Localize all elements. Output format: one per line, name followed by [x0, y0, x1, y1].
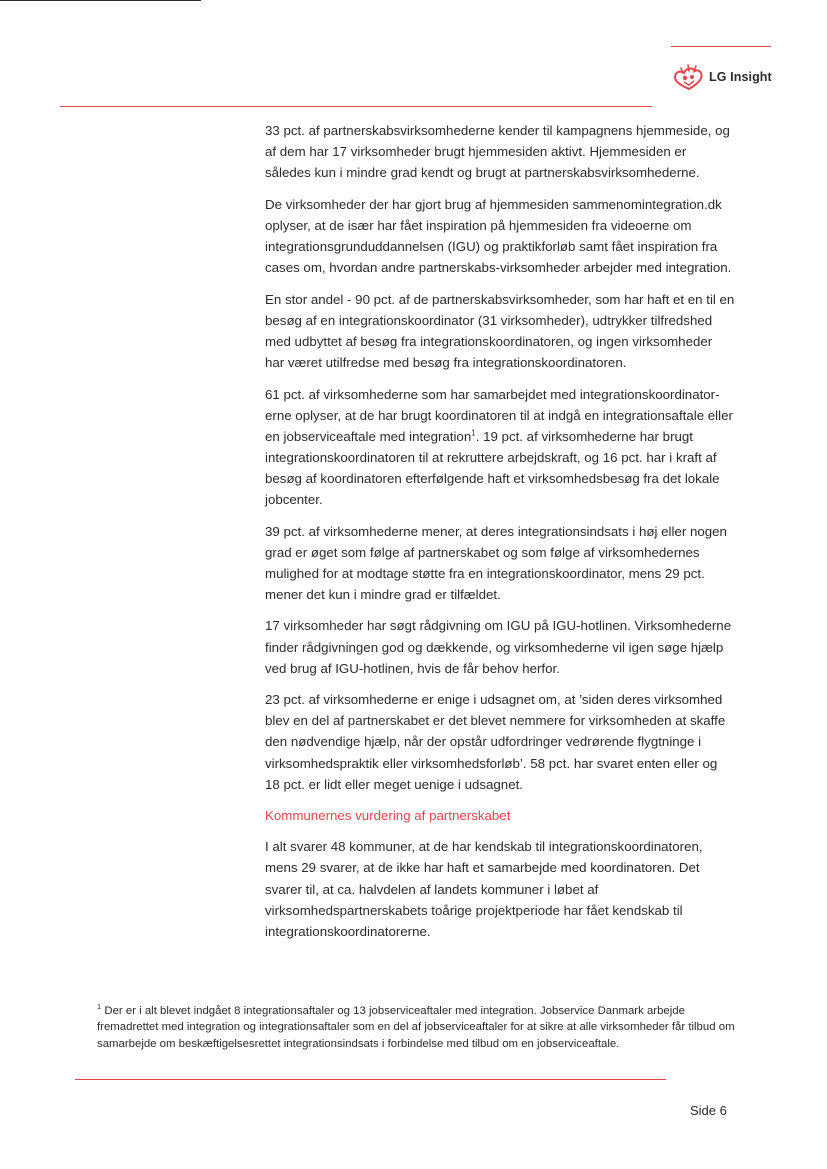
- footer-rule: [75, 1079, 666, 1080]
- footnote-separator: [0, 0, 201, 1]
- paragraph: I alt svarer 48 kommuner, at de har kendskab til integrationskoordinatoren, mens 29 svarer, at de ikke har haft et samarbejde med koordinatoren. Det svarer til, at ca. halvdelen af landets kommuner i løbet af virksomhedspartnerskabets toårige projektperiode har fået kendskab til integrationskoordinatorerne.: [265, 839, 703, 939]
- header-rule: [60, 106, 652, 107]
- footnote-number: 1: [97, 1002, 102, 1012]
- paragraph: En stor andel - 90 pct. af de partnerskabsvirksomheder, som har haft et en til en besøg af en integrationskoordinator (31 virksomheder), udtrykker tilfredshed med udbyttet af besøg fra integrationskoordinatoren, og ingen virksomheder har været utilfredse med besøg fra integrationskoordinatoren.: [265, 291, 735, 370]
- logo-mark-icon: [672, 64, 706, 90]
- paragraph: 39 pct. af virksomhederne mener, at deres integrationsindsats i høj eller nogen grad er øget som følge af partnerskabet og som følge af virksomhedernes mulighed for at modtage støtte fra en integrationskoordinator, mens 29 pct. mener det kun i mindre grad er tilfældet.: [265, 523, 727, 602]
- page-number: Side 6: [690, 1103, 727, 1118]
- footnote-text: Der er i alt blevet indgået 8 integrationsaftaler og 13 jobserviceaftaler med integration. Jobservice Danmark arbejde fremadrettet med integration og integrationsaftaler som en del af jobserviceaftaler for at sikre at alle virksomheder får tilbud om samarbejde om beskæftigelsesrettet integrationsindsats i forbindelse med tilbud om en jobserviceaftale.: [97, 1005, 735, 1050]
- paragraph-with-footnote: [265, 384, 735, 511]
- logo-text: LG Insight: [709, 70, 772, 84]
- paragraph-text: 61 pct. af virksomhederne som har samarbejdet med integrationskoordinator-erne oplyser, at de har brugt koordinatoren til at indgå en integrationsaftale eller en jobserviceaftale med integration: [265, 386, 733, 444]
- paragraph: 33 pct. af partnerskabsvirksomhederne kender til kampagnens hjemmeside, og af dem har 17 virksomheder brugt hjemmesiden aktivt. Hjemmesiden er således kun i mindre grad kendt og brugt at partnerskabsvirksomhederne.: [265, 123, 730, 181]
- footnote: [97, 1003, 737, 1052]
- body-text: [265, 120, 735, 952]
- section-heading: Kommunernes vurdering af partnerskabet: [265, 808, 511, 824]
- top-right-rule: [671, 46, 771, 47]
- paragraph: 23 pct. af virksomhederne er enige i udsagnet om, at ’siden deres virksomhed blev en del af partnerskabet er det blevet nemmere for virksomheden at skaffe den nødvendige hjælp, når der opstår udfordringer vedrørende flygtninge i virksomhedspraktik eller virksomhedsforløb’. 58 pct. har svaret enten eller og 18 pct. er lidt eller meget uenige i udsagnet.: [265, 692, 726, 792]
- lg-insight-logo: [672, 64, 772, 90]
- footnote-reference[interactable]: 1: [471, 428, 476, 438]
- paragraph-text: . 19 pct. af virksomhederne har brugt integrationskoordinatoren til at rekruttere arbejdskraft, og 16 pct. har i kraft af besøg af koordinatoren efterfølgende haft et virksomhedsbesøg fra det lokale jobcenter.: [265, 428, 720, 507]
- paragraph: De virksomheder der har gjort brug af hjemmesiden sammenomintegration.dk oplyser, at de især har fået inspiration på hjemmesiden fra videoerne om integrationsgrunduddannelsen (IGU) og praktikforløb samt fået inspiration fra cases om, hvordan andre partnerskabs-virksomheder arbejder med integration.: [265, 196, 732, 276]
- paragraph: 17 virksomheder har søgt rådgivning om IGU på IGU-hotlinen. Virksomhederne finder rådgivningen god og dækkende, og virksomhederne vil igen søge hjælp ved brug af IGU-hotlinen, hvis de får behov herfor.: [265, 618, 732, 676]
